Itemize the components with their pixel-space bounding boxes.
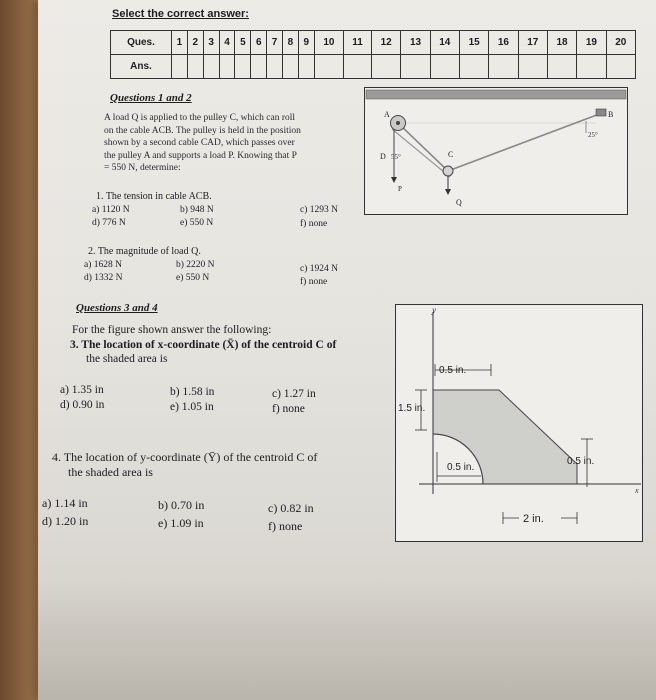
ques-number-cell: 14	[430, 31, 459, 55]
ques-number-cell: 7	[267, 31, 283, 55]
dim-bottom-label: 2 in.	[523, 513, 544, 525]
answer-cell[interactable]	[235, 55, 251, 79]
problem-text-line: on the cable ACB. The pulley is held in the position	[104, 125, 301, 136]
ques-number-cell: 8	[283, 31, 299, 55]
q3-option-e[interactable]: e) 1.05 in	[170, 401, 214, 413]
figure-instruction: For the figure shown answer the following:	[72, 324, 272, 336]
question-1-text: 1. The tension in cable ACB.	[96, 191, 212, 202]
ques-number-cell: 6	[251, 31, 267, 55]
answer-cell[interactable]	[606, 55, 635, 79]
q3-option-c[interactable]: c) 1.27 in	[272, 388, 316, 400]
q2-option-d[interactable]: d) 1332 N	[84, 273, 123, 283]
answer-cell[interactable]	[489, 55, 518, 79]
shaded-area-figure	[395, 304, 643, 542]
ques-number-cell: 19	[577, 31, 606, 55]
ques-number-cell: 5	[235, 31, 251, 55]
answer-cell[interactable]	[267, 55, 283, 79]
ques-number-cell: 20	[606, 31, 635, 55]
question-4-text: 4. The location of y-coordinate (Ȳ) of the centroid C of	[52, 450, 318, 464]
question-3-text-cont: the shaded area is	[86, 353, 168, 365]
ques-number-cell: 3	[203, 31, 219, 55]
ques-label: Ques.	[111, 31, 172, 55]
q1-option-d[interactable]: d) 776 N	[92, 218, 126, 228]
question-4-text-cont: the shaded area is	[68, 465, 153, 479]
answer-cell[interactable]	[344, 55, 372, 79]
problem-text-line: = 550 N, determine:	[104, 163, 181, 173]
ques-number-cell: 12	[372, 31, 401, 55]
q1-option-b[interactable]: b) 948 N	[180, 205, 214, 215]
q1-option-a[interactable]: a) 1120 N	[92, 205, 130, 215]
answer-cell[interactable]	[430, 55, 459, 79]
question-3-text: 3. The location of x-coordinate (X̄) of the centroid C of	[70, 339, 337, 351]
ques-number-cell: 17	[518, 31, 547, 55]
q2-option-a[interactable]: a) 1628 N	[84, 260, 122, 270]
answer-cell[interactable]	[372, 55, 401, 79]
y-axis-label: y	[432, 305, 436, 315]
ques-number-cell: 15	[459, 31, 488, 55]
q2-option-c[interactable]: c) 1924 N	[300, 264, 338, 274]
angle-25-label: 25°	[588, 131, 598, 139]
q4-option-a[interactable]: a) 1.14 in	[42, 496, 88, 510]
anchor-b	[596, 109, 606, 116]
dim-radius-label: 0.5 in.	[447, 462, 475, 473]
q3-option-a[interactable]: a) 1.35 in	[60, 384, 104, 396]
ques-number-cell: 4	[219, 31, 235, 55]
q4-option-e[interactable]: e) 1.09 in	[158, 516, 204, 530]
answer-cell[interactable]	[577, 55, 606, 79]
answer-cell[interactable]	[187, 55, 203, 79]
ques-number-cell: 1	[172, 31, 188, 55]
section-title-q3-q4: Questions 3 and 4	[76, 302, 158, 314]
label-p: P	[398, 185, 402, 193]
answer-cell[interactable]	[172, 55, 188, 79]
ans-label: Ans.	[111, 55, 172, 79]
q1-option-c[interactable]: c) 1293 N	[300, 205, 338, 215]
ques-number-cell: 13	[401, 31, 430, 55]
q3-option-d[interactable]: d) 0.90 in	[60, 399, 105, 411]
q4-option-d[interactable]: d) 1.20 in	[42, 514, 89, 528]
label-q: Q	[456, 198, 462, 207]
label-b: B	[608, 110, 614, 119]
q3-option-f[interactable]: f) none	[272, 403, 305, 415]
answer-cell[interactable]	[298, 55, 314, 79]
answer-cell[interactable]	[283, 55, 299, 79]
ques-number-cell: 10	[314, 31, 343, 55]
ques-number-cell: 11	[344, 31, 372, 55]
ques-number-cell: 18	[547, 31, 576, 55]
pulley-c	[443, 166, 453, 176]
ques-number-cell: 16	[489, 31, 518, 55]
q2-option-e[interactable]: e) 550 N	[176, 273, 210, 283]
answer-cell[interactable]	[518, 55, 547, 79]
answer-cell[interactable]	[251, 55, 267, 79]
q1-option-f[interactable]: f) none	[300, 219, 328, 229]
ques-number-cell: 2	[187, 31, 203, 55]
q1-option-e[interactable]: e) 550 N	[180, 218, 214, 228]
answer-table	[110, 30, 636, 79]
page-title: Select the correct answer:	[112, 8, 249, 20]
dim-top-label: 0.5 in.	[439, 365, 467, 376]
label-c: C	[448, 150, 454, 159]
dim-left-label: 1.5 in.	[398, 403, 426, 414]
label-d: D	[380, 152, 386, 161]
label-a: A	[384, 110, 390, 119]
question-number-row	[111, 31, 636, 55]
dim-right-label: 0.5 in.	[567, 456, 595, 467]
problem-text-line: A load Q is applied to the pulley C, which can roll	[104, 113, 296, 123]
problem-text-line: shown by a second cable CAD, which passes over	[104, 138, 295, 148]
q4-option-f[interactable]: f) none	[268, 519, 303, 533]
paper-shadow	[38, 580, 656, 700]
q2-option-f[interactable]: f) none	[300, 277, 328, 287]
q4-option-c[interactable]: c) 0.82 in	[268, 501, 314, 515]
answer-cell[interactable]	[219, 55, 235, 79]
angle-55-label: 55°	[391, 153, 401, 161]
answer-cell[interactable]	[314, 55, 343, 79]
problem-text-line: the pulley A and supports a load P. Knowing that P	[104, 150, 297, 161]
q2-option-b[interactable]: b) 2220 N	[176, 260, 215, 270]
ques-number-cell: 9	[298, 31, 314, 55]
pulley-figure	[364, 87, 628, 215]
section-title-q1-q2: Questions 1 and 2	[110, 92, 192, 104]
question-2-text: 2. The magnitude of load Q.	[88, 246, 201, 257]
answer-cell[interactable]	[547, 55, 576, 79]
answer-row	[111, 55, 636, 79]
q3-option-b[interactable]: b) 1.58 in	[170, 386, 215, 398]
answer-cell[interactable]	[203, 55, 219, 79]
x-axis-label: x	[635, 486, 639, 495]
answer-cell[interactable]	[459, 55, 488, 79]
answer-cell[interactable]	[401, 55, 430, 79]
ceiling-support	[366, 90, 626, 99]
q4-option-b[interactable]: b) 0.70 in	[158, 498, 205, 512]
